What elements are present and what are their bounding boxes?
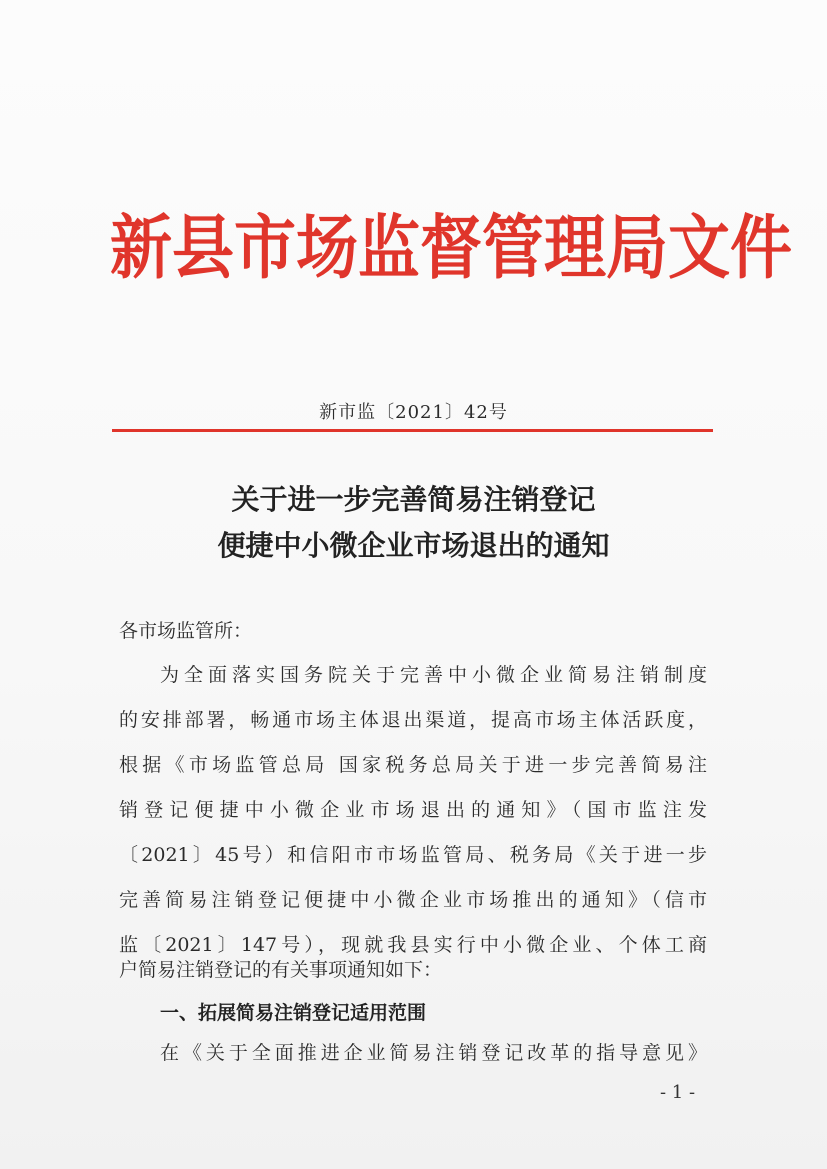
body-line-5: 〔2021〕45号）和信阳市市场监管局、税务局《关于进一步: [119, 844, 707, 866]
masthead-title: 新县市场监督管理局文件: [110, 206, 793, 289]
body-line-3: 根据《市场监管总局 国家税务总局关于进一步完善简易注: [119, 754, 707, 776]
body-line-2: 的安排部署，畅通市场主体退出渠道，提高市场主体活跃度，: [119, 709, 707, 731]
document-title-line-2: 便捷中小微企业市场退出的通知: [217, 529, 610, 562]
document-number: 新市监〔2021〕42号: [319, 402, 508, 423]
body-line-4: 销登记便捷中小微企业市场退出的通知》（国市监注发: [119, 799, 707, 821]
document-title-line-1: 关于进一步完善简易注销登记: [231, 483, 596, 516]
page-number: - 1 -: [660, 1082, 696, 1103]
section-heading-1: 一、拓展简易注销登记适用范围: [160, 1002, 427, 1024]
body-line-1: 为全面落实国务院关于完善中小微企业简易注销制度: [160, 664, 707, 686]
red-divider-rule: [112, 429, 713, 432]
body-line-7: 监〔2021〕147号），现就我县实行中小微企业、个体工商: [119, 934, 707, 956]
paragraph-2-start: 在《关于全面推进企业简易注销登记改革的指导意见》: [160, 1042, 707, 1064]
body-line-6: 完善简易注销登记便捷中小微企业市场推出的通知》（信市: [119, 889, 707, 911]
body-line-8: 户简易注销登记的有关事项通知如下：: [119, 959, 443, 981]
salutation: 各市场监管所：: [119, 620, 253, 642]
